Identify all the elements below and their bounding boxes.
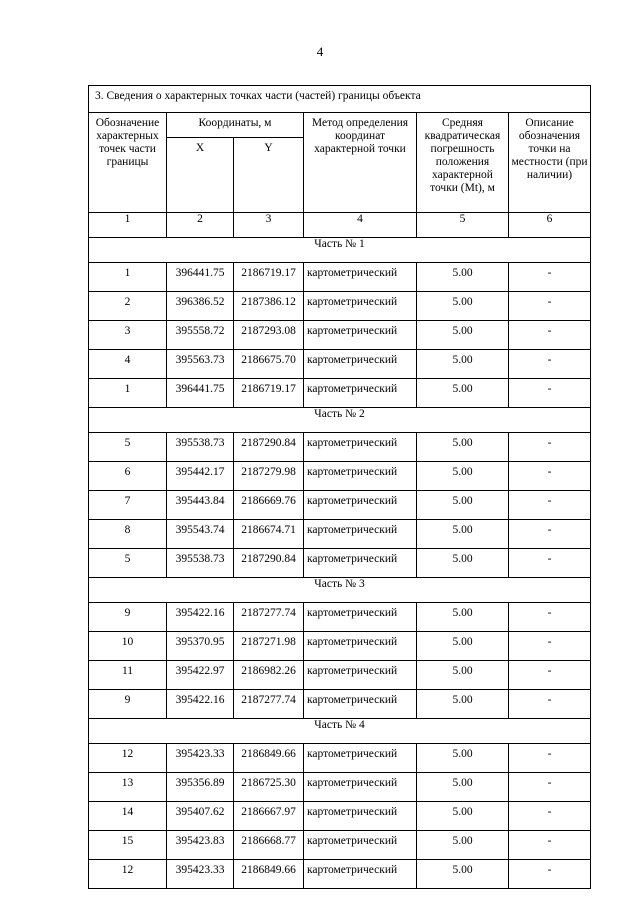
- point-cell: 5: [89, 549, 167, 578]
- y-coordinate-cell: 2186849.66: [234, 860, 304, 889]
- y-coordinate-cell: 2187290.84: [234, 433, 304, 462]
- point-cell: 15: [89, 831, 167, 860]
- method-cell: картометрический: [304, 661, 417, 690]
- part-header-row: [89, 238, 591, 263]
- point-cell: 13: [89, 773, 167, 802]
- method-cell: картометрический: [304, 860, 417, 889]
- x-coordinate-cell: 395563.73: [167, 350, 234, 379]
- x-coordinate-cell: 395538.73: [167, 433, 234, 462]
- description-cell: -: [509, 350, 591, 379]
- description-cell: -: [509, 773, 591, 802]
- point-cell: 5: [89, 433, 167, 462]
- description-cell: -: [509, 603, 591, 632]
- point-cell: 3: [89, 321, 167, 350]
- description-cell: -: [509, 520, 591, 549]
- description-cell: -: [509, 321, 591, 350]
- method-cell: картометрический: [304, 690, 417, 719]
- table-row: [89, 292, 591, 321]
- table-body: [89, 238, 591, 889]
- part-title: Часть № 4: [89, 719, 591, 744]
- description-cell: -: [509, 379, 591, 408]
- x-coordinate-cell: 396441.75: [167, 379, 234, 408]
- y-coordinate-cell: 2186675.70: [234, 350, 304, 379]
- column-number: 2: [167, 213, 234, 238]
- y-coordinate-cell: 2187293.08: [234, 321, 304, 350]
- table-row: [89, 321, 591, 350]
- y-coordinate-cell: 2187386.12: [234, 292, 304, 321]
- column-number: 3: [234, 213, 304, 238]
- accuracy-cell: 5.00: [417, 462, 509, 491]
- description-cell: -: [509, 491, 591, 520]
- accuracy-cell: 5.00: [417, 321, 509, 350]
- table-row: [89, 433, 591, 462]
- accuracy-cell: 5.00: [417, 549, 509, 578]
- boundary-points-table: [88, 85, 591, 889]
- point-cell: 1: [89, 379, 167, 408]
- accuracy-cell: 5.00: [417, 491, 509, 520]
- description-cell: -: [509, 860, 591, 889]
- table-row: [89, 802, 591, 831]
- method-cell: картометрический: [304, 831, 417, 860]
- y-coordinate-cell: 2186982.26: [234, 661, 304, 690]
- table-row: [89, 491, 591, 520]
- column-number: 6: [509, 213, 591, 238]
- accuracy-cell: 5.00: [417, 661, 509, 690]
- method-cell: картометрический: [304, 321, 417, 350]
- accuracy-cell: 5.00: [417, 744, 509, 773]
- y-coordinate-cell: 2186668.77: [234, 831, 304, 860]
- accuracy-cell: 5.00: [417, 831, 509, 860]
- y-coordinate-cell: 2187277.74: [234, 690, 304, 719]
- accuracy-cell: 5.00: [417, 773, 509, 802]
- part-title: Часть № 1: [89, 238, 591, 263]
- header-method: Метод определения координат характерной точки: [304, 113, 417, 213]
- method-cell: картометрический: [304, 744, 417, 773]
- table-row: [89, 744, 591, 773]
- point-cell: 1: [89, 263, 167, 292]
- header-x: X: [167, 138, 234, 213]
- accuracy-cell: 5.00: [417, 433, 509, 462]
- accuracy-cell: 5.00: [417, 690, 509, 719]
- x-coordinate-cell: 395422.97: [167, 661, 234, 690]
- method-cell: картометрический: [304, 379, 417, 408]
- x-coordinate-cell: 395423.33: [167, 744, 234, 773]
- part-header-row: [89, 578, 591, 603]
- y-coordinate-cell: 2186849.66: [234, 744, 304, 773]
- y-coordinate-cell: 2187271.98: [234, 632, 304, 661]
- y-coordinate-cell: 2187279.98: [234, 462, 304, 491]
- column-number: 5: [417, 213, 509, 238]
- x-coordinate-cell: 396441.75: [167, 263, 234, 292]
- y-coordinate-cell: 2187290.84: [234, 549, 304, 578]
- table-row: [89, 690, 591, 719]
- point-cell: 10: [89, 632, 167, 661]
- method-cell: картометрический: [304, 491, 417, 520]
- point-cell: 9: [89, 690, 167, 719]
- accuracy-cell: 5.00: [417, 263, 509, 292]
- accuracy-cell: 5.00: [417, 379, 509, 408]
- method-cell: картометрический: [304, 549, 417, 578]
- method-cell: картометрический: [304, 462, 417, 491]
- accuracy-cell: 5.00: [417, 292, 509, 321]
- method-cell: картометрический: [304, 773, 417, 802]
- method-cell: картометрический: [304, 350, 417, 379]
- method-cell: картометрический: [304, 603, 417, 632]
- point-cell: 4: [89, 350, 167, 379]
- point-cell: 7: [89, 491, 167, 520]
- x-coordinate-cell: 395558.72: [167, 321, 234, 350]
- y-coordinate-cell: 2187277.74: [234, 603, 304, 632]
- header-y: Y: [234, 138, 304, 213]
- header-description: Описание обозначения точки на местности (при наличии): [509, 113, 591, 213]
- description-cell: -: [509, 831, 591, 860]
- y-coordinate-cell: 2186669.76: [234, 491, 304, 520]
- table-row: [89, 661, 591, 690]
- table-row: [89, 603, 591, 632]
- x-coordinate-cell: 395423.33: [167, 860, 234, 889]
- method-cell: картометрический: [304, 263, 417, 292]
- y-coordinate-cell: 2186719.17: [234, 379, 304, 408]
- x-coordinate-cell: 395370.95: [167, 632, 234, 661]
- description-cell: -: [509, 549, 591, 578]
- description-cell: -: [509, 433, 591, 462]
- x-coordinate-cell: 395407.62: [167, 802, 234, 831]
- method-cell: картометрический: [304, 632, 417, 661]
- accuracy-cell: 5.00: [417, 632, 509, 661]
- y-coordinate-cell: 2186719.17: [234, 263, 304, 292]
- y-coordinate-cell: 2186674.71: [234, 520, 304, 549]
- x-coordinate-cell: 395422.16: [167, 690, 234, 719]
- table-row: [89, 379, 591, 408]
- header-accuracy: Средняя квадратическая погрешность положения характерной точки (Mt), м: [417, 113, 509, 213]
- header-point-designation: Обозначение характерных точек части границы: [89, 113, 167, 213]
- description-cell: -: [509, 292, 591, 321]
- description-cell: -: [509, 690, 591, 719]
- y-coordinate-cell: 2186725.30: [234, 773, 304, 802]
- point-cell: 14: [89, 802, 167, 831]
- part-title: Часть № 2: [89, 408, 591, 433]
- description-cell: -: [509, 263, 591, 292]
- method-cell: картометрический: [304, 292, 417, 321]
- x-coordinate-cell: 396386.52: [167, 292, 234, 321]
- description-cell: -: [509, 744, 591, 773]
- header-coordinates: Координаты, м: [167, 113, 304, 138]
- column-number: 1: [89, 213, 167, 238]
- description-cell: -: [509, 632, 591, 661]
- x-coordinate-cell: 395442.17: [167, 462, 234, 491]
- table-row: [89, 520, 591, 549]
- description-cell: -: [509, 462, 591, 491]
- point-cell: 11: [89, 661, 167, 690]
- table-row: [89, 632, 591, 661]
- accuracy-cell: 5.00: [417, 802, 509, 831]
- x-coordinate-cell: 395422.16: [167, 603, 234, 632]
- x-coordinate-cell: 395423.83: [167, 831, 234, 860]
- column-numbers-row: [89, 213, 591, 238]
- point-cell: 6: [89, 462, 167, 491]
- point-cell: 9: [89, 603, 167, 632]
- point-cell: 12: [89, 860, 167, 889]
- method-cell: картометрический: [304, 802, 417, 831]
- table-row: [89, 860, 591, 889]
- method-cell: картометрический: [304, 520, 417, 549]
- table-row: [89, 462, 591, 491]
- part-title: Часть № 3: [89, 578, 591, 603]
- accuracy-cell: 5.00: [417, 860, 509, 889]
- column-number: 4: [304, 213, 417, 238]
- accuracy-cell: 5.00: [417, 520, 509, 549]
- section-title: 3. Сведения о характерных точках части (частей) границы объекта: [89, 86, 591, 113]
- point-cell: 8: [89, 520, 167, 549]
- x-coordinate-cell: 395356.89: [167, 773, 234, 802]
- part-header-row: [89, 719, 591, 744]
- description-cell: -: [509, 802, 591, 831]
- x-coordinate-cell: 395443.84: [167, 491, 234, 520]
- table-row: [89, 773, 591, 802]
- description-cell: -: [509, 661, 591, 690]
- y-coordinate-cell: 2186667.97: [234, 802, 304, 831]
- table-row: [89, 263, 591, 292]
- point-cell: 2: [89, 292, 167, 321]
- x-coordinate-cell: 395538.73: [167, 549, 234, 578]
- accuracy-cell: 5.00: [417, 350, 509, 379]
- table-row: [89, 350, 591, 379]
- point-cell: 12: [89, 744, 167, 773]
- page-number: 4: [316, 44, 324, 59]
- part-header-row: [89, 408, 591, 433]
- x-coordinate-cell: 395543.74: [167, 520, 234, 549]
- method-cell: картометрический: [304, 433, 417, 462]
- table-row: [89, 549, 591, 578]
- table-row: [89, 831, 591, 860]
- accuracy-cell: 5.00: [417, 603, 509, 632]
